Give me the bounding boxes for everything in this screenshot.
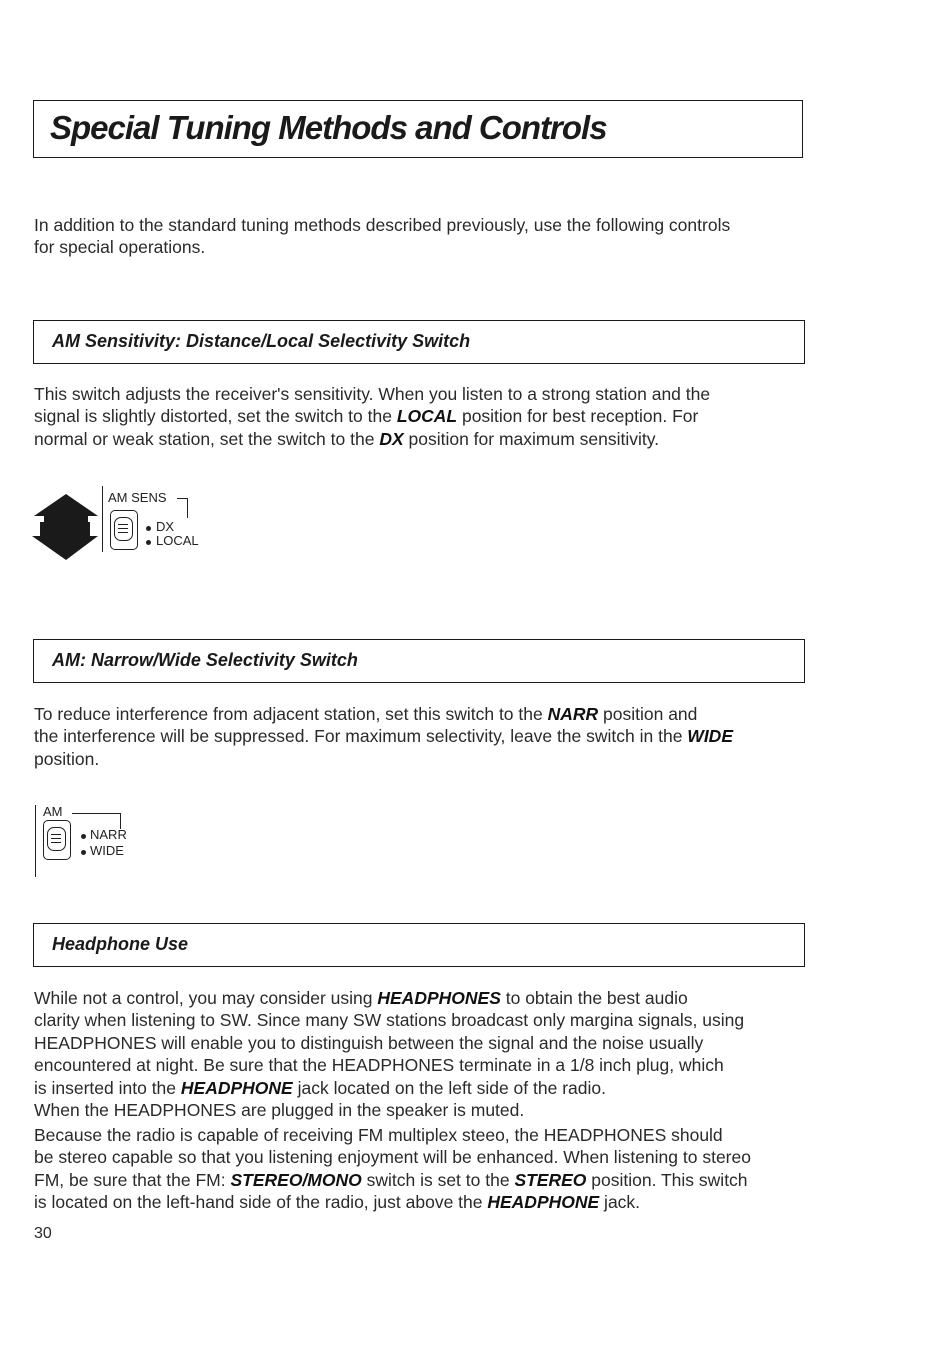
headphone-paragraph-1 xyxy=(34,987,814,1121)
paragraph-line xyxy=(34,748,814,770)
headphone-paragraph-2 xyxy=(34,1124,814,1214)
body-text: Because the radio is capable of receiving FM multiplex steeo, the HEADPHONES should xyxy=(34,1125,723,1145)
paragraph-line xyxy=(34,1077,814,1099)
body-text: position. This switch xyxy=(586,1169,748,1190)
paragraph-line xyxy=(34,1169,814,1191)
switch-label: AM xyxy=(43,804,63,819)
body-text: the interference will be suppressed. For maximum selectivity, leave the switch in the xyxy=(34,726,688,747)
paragraph-line xyxy=(34,725,814,747)
body-text: to obtain the best audio xyxy=(500,988,688,1008)
body-text: position for maximum sensitivity. xyxy=(403,428,660,449)
am-sens-switch xyxy=(110,510,138,550)
body-text: While not a control, you may consider using xyxy=(34,988,378,1008)
emphasized-term: HEADPHONES xyxy=(377,988,501,1008)
body-text: jack located on the left side of the radio. xyxy=(292,1077,606,1098)
section-heading-box xyxy=(33,320,805,364)
position-label-narr: NARR xyxy=(90,827,127,842)
title-box xyxy=(33,100,803,158)
am-narrow-wide-switch xyxy=(43,820,71,860)
paragraph-line xyxy=(34,1054,814,1076)
section-heading-box xyxy=(33,923,805,967)
body-text: clarity when listening to SW. Since many SW stations broadcast only margina signals, using xyxy=(34,1010,745,1031)
position-label-wide: WIDE xyxy=(90,843,124,858)
emphasized-term: STEREO/MONO xyxy=(230,1169,362,1190)
intro-line: for special operations. xyxy=(34,237,206,258)
position-label-local: LOCAL xyxy=(156,533,199,548)
paragraph-line xyxy=(34,428,814,450)
emphasized-term: LOCAL xyxy=(396,406,458,427)
paragraph-line xyxy=(34,1009,814,1031)
paragraph-line xyxy=(34,703,814,725)
narrow-wide-paragraph xyxy=(34,703,814,770)
emphasized-term: STEREO xyxy=(514,1169,587,1190)
arrow-down-icon xyxy=(30,520,100,562)
body-text: HEADPHONES will enable you to distinguish between the signal and the noise usually xyxy=(34,1032,704,1053)
body-text: be stereo capable so that you listening enjoyment will be enhanced. When listening to stereo xyxy=(34,1147,751,1168)
emphasized-term: DX xyxy=(379,428,404,449)
body-text: When the HEADPHONES are plugged in the speaker is muted. xyxy=(34,1100,525,1121)
paragraph-line xyxy=(34,1099,814,1121)
emphasized-term: HEADPHONE xyxy=(487,1192,600,1213)
paragraph-line xyxy=(34,1191,814,1213)
body-text: switch is set to the xyxy=(361,1169,515,1190)
body-text: To reduce interference from adjacent station, set this switch to the xyxy=(34,704,548,724)
intro-paragraph xyxy=(34,214,814,259)
body-text: position for best reception. For xyxy=(457,406,699,427)
page-title: Special Tuning Methods and Controls xyxy=(50,109,607,146)
paragraph-line xyxy=(34,1124,814,1146)
emphasized-term: WIDE xyxy=(687,726,733,747)
paragraph-line xyxy=(34,405,814,427)
section-heading: AM: Narrow/Wide Selectivity Switch xyxy=(52,650,358,670)
switch-label: AM SENS xyxy=(108,490,167,505)
sensitivity-paragraph xyxy=(34,383,814,450)
body-text: position and xyxy=(598,704,698,724)
paragraph-line xyxy=(34,383,814,405)
body-text: is inserted into the xyxy=(34,1077,181,1098)
emphasized-term: HEADPHONE xyxy=(180,1077,293,1098)
body-text: This switch adjusts the receiver's sensitivity. When you listen to a strong station and the xyxy=(34,384,711,404)
body-text: jack. xyxy=(599,1192,641,1213)
emphasized-term: NARR xyxy=(547,704,599,724)
intro-line: In addition to the standard tuning methods described previously, use the following controls xyxy=(34,215,731,235)
body-text: FM, be sure that the FM: xyxy=(34,1169,231,1190)
body-text: encountered at night. Be sure that the HEADPHONES terminate in a 1/8 inch plug, which xyxy=(34,1055,724,1076)
paragraph-line xyxy=(34,987,814,1009)
body-text: signal is slightly distorted, set the switch to the xyxy=(34,406,397,427)
position-label-dx: DX xyxy=(156,519,175,534)
section-heading: AM Sensitivity: Distance/Local Selectivity Switch xyxy=(52,331,471,351)
body-text: normal or weak station, set the switch to the xyxy=(34,428,380,449)
page-number: 30 xyxy=(34,1225,52,1242)
section-heading: Headphone Use xyxy=(52,934,189,954)
body-text: is located on the left-hand side of the radio, just above the xyxy=(34,1192,488,1213)
am-sens-switch-diagram xyxy=(30,484,230,568)
am-narrow-wide-switch-diagram xyxy=(34,803,174,877)
section-heading-box xyxy=(33,639,805,683)
paragraph-line xyxy=(34,1146,814,1168)
body-text: position. xyxy=(34,748,100,769)
paragraph-line xyxy=(34,1032,814,1054)
